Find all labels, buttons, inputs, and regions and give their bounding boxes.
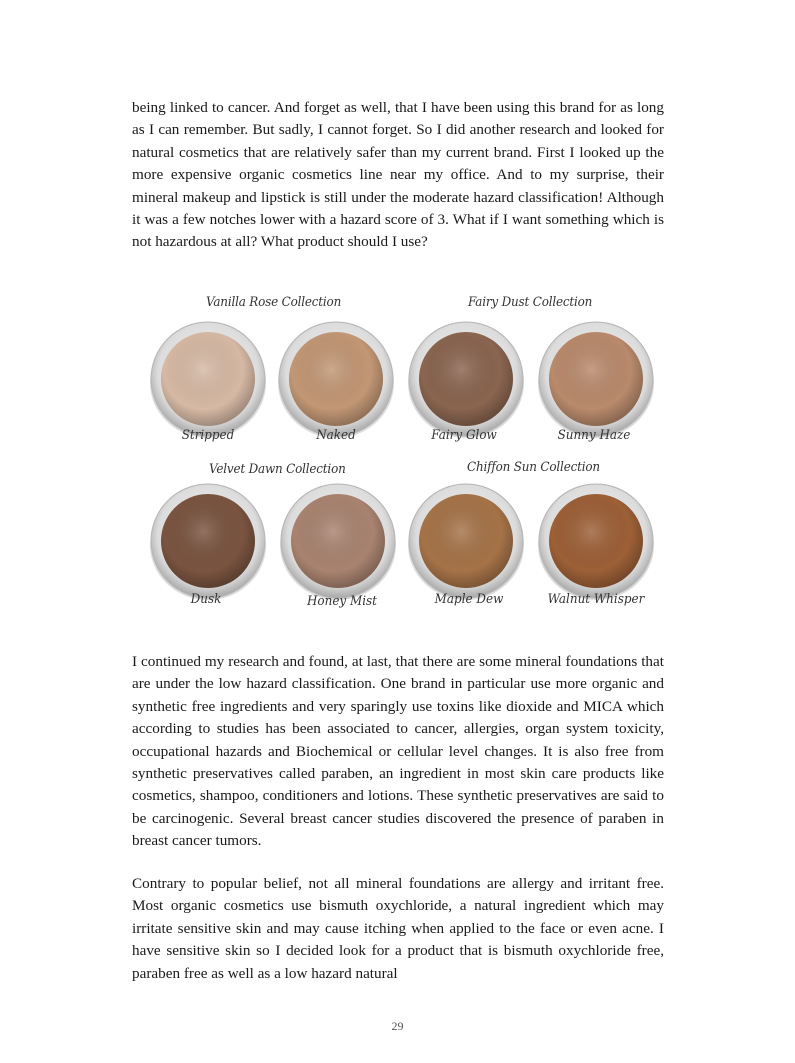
collection-title-fairy-dust: Fairy Dust Collection — [468, 295, 593, 310]
collection-title-velvet-dawn: Velvet Dawn Collection — [209, 462, 346, 477]
paragraph-1: being linked to cancer. And forget as well, that I have been using this brand for as long as I can remember. But sadly, I cannot forget. So I did another research and looked for natural cosmetics that are relatively safer than my current brand. First I looked up the more expensive organic cosmetics line near my office. And to my surprise, their mineral makeup and lipstick is still under the moderate hazard classification! Although it was a few notches lower with a hazard score of 3. What if I want something which is not hazardous at all? What product should I use? — [132, 99, 664, 251]
powder-jar-maple-dew — [405, 480, 527, 602]
page-number: 29 — [391, 1019, 404, 1033]
shade-label-fairy-glow: Fairy Glow — [431, 428, 497, 443]
paragraph-3: Contrary to popular belief, not all mineral foundations are allergy and irritant free. Most organic cosmetics use bismuth oxychloride, a natural ingredient which may irritate sensitive skin and may cause itching when applied to the face or even acne. I have sensitive skin so I decided look for a product that is bismuth oxychloride free, paraben free as well as a low hazard natural — [132, 875, 664, 982]
powder-jar-walnut-whisper — [535, 480, 657, 602]
shade-label-maple-dew: Maple Dew — [434, 592, 504, 607]
collection-title-vanilla-rose: Vanilla Rose Collection — [206, 295, 342, 310]
powder-jar-fairy-glow — [405, 318, 527, 440]
powder-jar-stripped — [147, 318, 269, 440]
shade-label-walnut-whisper: Walnut Whisper — [547, 592, 645, 607]
shade-label-dusk: Dusk — [190, 592, 222, 607]
collection-title-chiffon-sun: Chiffon Sun Collection — [467, 460, 600, 475]
shade-label-stripped: Stripped — [181, 428, 235, 443]
powder-jar-dusk — [147, 480, 269, 602]
shade-label-sunny-haze: Sunny Haze — [557, 428, 631, 443]
mineral-foundation-figure — [140, 288, 660, 623]
powder-jar-sunny-haze — [535, 318, 657, 440]
paragraph-2: I continued my research and found, at last, that there are some mineral foundations that are under the low hazard classification. One brand in particular use more organic and synthetic free ingredients and very sparingly use toxins like dioxide and MICA which according to studies has been associated to cancer, allergies, organ system toxicity, occupational hazards and Biochemical or cellular level changes. It is also free from synthetic preservatives called paraben, an ingredient in most skin care products like cosmetics, shampoo, conditioners and lotions. These synthetic preservatives are said to be carcinogenic. Several breast cancer studies discovered the presence of paraben in breast cancer tumors. — [132, 653, 664, 850]
shade-label-naked: Naked — [316, 428, 356, 443]
shade-label-honey-mist: Honey Mist — [306, 594, 377, 609]
powder-jar-naked — [275, 318, 397, 440]
powder-jar-honey-mist — [277, 480, 399, 602]
